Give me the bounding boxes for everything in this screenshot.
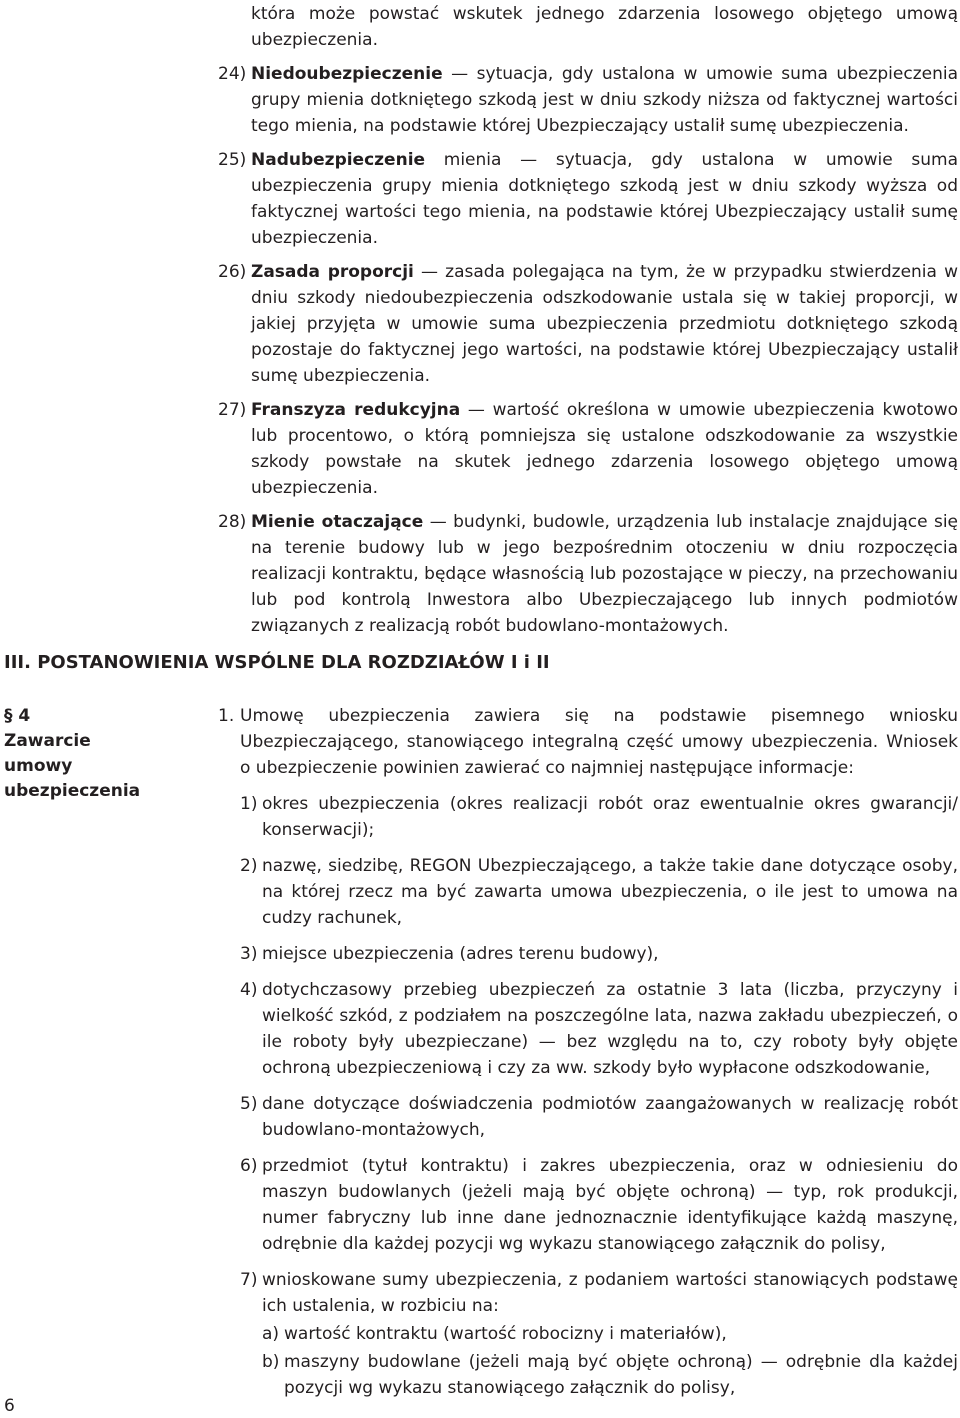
item-text: nazwę, siedzibę, REGON Ubezpieczającego, a także takie dane dotyczące osoby, na której rzecz ma być zawarta umowa ubezpieczenia, o ile jest to umowa na cudzy rachunek, (262, 856, 958, 928)
sub-item (262, 1349, 958, 1401)
item-number: 3) (240, 944, 258, 964)
point-1 (218, 703, 958, 781)
item-number: 7) (240, 1270, 258, 1290)
point-number: 1. (218, 706, 235, 726)
definition-term: Mienie otaczające (251, 512, 424, 532)
list-item (240, 853, 958, 931)
paragraph-title: Zawarcie umowy (4, 731, 91, 776)
definition-text: — budynki, budowle, urządzenia lub instalacje znajdujące się na terenie budowy lub w jego bezpośrednim otoczeniu w dniu rozpoczęcia realizacji kontraktu, będące własnością lub pozostające w pieczy, na przechowaniu lub pod kontrolą Inwestora albo Ubezpieczającego lub innych podmiotów związanych z realizacją robót budowlano-montażowych. (251, 512, 958, 636)
paragraph-body (218, 703, 958, 1401)
definition-item (218, 397, 958, 501)
definition-text: — wartość określona w umowie ubezpieczenia kwotowo lub procentowo, o którą pomniejsza się ustalone odszkodowanie za wszystkie szkody powstałe na skutek jednego zdarzenia losowego objętego umową ubezpieczenia. (251, 400, 958, 498)
item-number: 4) (240, 980, 258, 1000)
list-item (240, 791, 958, 843)
paragraph-label (4, 704, 164, 804)
item-text: okres ubezpieczenia (okres realizacji robót oraz ewentualnie okres gwarancji/ konserwacji); (262, 794, 958, 840)
definition-text: — sytuacja, gdy ustalona w umowie suma ubezpieczenia grupy mienia dotkniętego szkodą jest w dniu szkody niższa od faktycznej wartości tego mienia, na podstawie której Ubezpieczający ustalił sumę ubezpieczenia. (251, 64, 958, 136)
sub-item-text: maszyny budowlane (jeżeli mają być objęte ochroną) — odrębnie dla każdej pozycji wg wykazu stanowiącego załącznik do polisy, (284, 1352, 958, 1398)
definition-number: 25) (218, 150, 247, 170)
definition-term: Zasada proporcji (251, 262, 414, 282)
item-number: 1) (240, 794, 258, 814)
definition-number: 28) (218, 512, 247, 532)
continuation-text: która może powstać wskutek jednego zdarzenia losowego objętego umową ubezpieczenia. (251, 4, 958, 50)
definition-text: — zasada polegająca na tym, że w przypadku stwierdzenia w dniu szkody niedoubezpieczenia odszkodowanie ustala się w takiej proporcji, w jakiej przyjęta w umowie suma ubezpieczenia przedmiotu dotkniętego szkodą pozostaje do faktycznej jego wartości, na podstawie której Ubezpieczający ustalił sumę ubezpieczenia. (251, 262, 958, 386)
item-number: 5) (240, 1094, 258, 1114)
item-number: 6) (240, 1156, 258, 1176)
definitions-block (218, 0, 958, 639)
definition-item (218, 147, 958, 251)
item-number: 2) (240, 856, 258, 876)
item-text: dane dotyczące doświadczenia podmiotów zaangażowanych w realizację robót budowlano-montażowych, (262, 1094, 958, 1140)
sub-item-text: wartość kontraktu (wartość robocizny i materiałów), (284, 1324, 727, 1344)
page-number: 6 (4, 1396, 15, 1416)
point-text: Umowę ubezpieczenia zawiera się na podstawie pisemnego wniosku Ubezpieczającego, stanowiącego integralną część umowy ubezpieczenia. Wniosek o ubezpieczenie powinien zawierać co najmniej następujące informacje: (240, 706, 958, 778)
item-text: miejsce ubezpieczenia (adres terenu budowy), (262, 944, 659, 964)
sub-item-letter: b) (262, 1352, 280, 1372)
paragraph-title: ubezpieczenia (4, 781, 141, 801)
definition-number: 26) (218, 262, 247, 282)
definition-number: 27) (218, 400, 247, 420)
list-item (240, 977, 958, 1081)
paragraph-symbol: § 4 (4, 706, 31, 726)
list-item (240, 941, 958, 967)
item-text: wnioskowane sumy ubezpieczenia, z podaniem wartości stanowiących podstawę ich ustalenia, w rozbiciu na: (262, 1270, 958, 1316)
definition-term: Franszyza redukcyjna (251, 400, 461, 420)
list-item (240, 1153, 958, 1257)
definition-text: mienia — sytuacja, gdy ustalona w umowie suma ubezpieczenia grupy mienia dotkniętego szkodą jest w dniu szkody wyższa od faktycznej wartości tego mienia, na podstawie której Ubezpieczający ustalił sumę ubezpieczenia. (251, 150, 958, 248)
section-heading: III. POSTANOWIENIA WSPÓLNE DLA ROZDZIAŁÓW I i II (4, 652, 550, 673)
item-text: przedmiot (tytuł kontraktu) i zakres ubezpieczenia, oraz w odniesieniu do maszyn budowlanych (jeżeli mają być objęte ochroną) — typ, rok produkcji, numer fabryczny lub inne dane jednoznacznie identyfikujące każdą maszynę, odrębnie dla każdej pozycji wg wykazu stanowiącego załącznik do polisy, (262, 1156, 958, 1254)
definition-term: Niedoubezpieczenie (251, 64, 443, 84)
definition-item (218, 259, 958, 389)
item-text: dotychczasowy przebieg ubezpieczeń za ostatnie 3 lata (liczba, przyczyny i wielkość szkód, z podziałem na poszczególne lata, nazwa zakładu ubezpieczeń, o ile roboty były ubezpieczane) — bez względu na to, czy roboty były objęte ochroną ubezpieczeniową i czy za ww. szkody było wypłacone odszkodowanie, (262, 980, 958, 1078)
sub-item (262, 1321, 958, 1347)
definition-item (218, 509, 958, 639)
sub-item-letter: a) (262, 1324, 280, 1344)
definition-term: Nadubezpieczenie (251, 150, 426, 170)
list-item (240, 1091, 958, 1143)
definition-number: 24) (218, 64, 247, 84)
definition-item (218, 61, 958, 139)
info-list (218, 791, 958, 1401)
list-item (240, 1267, 958, 1401)
